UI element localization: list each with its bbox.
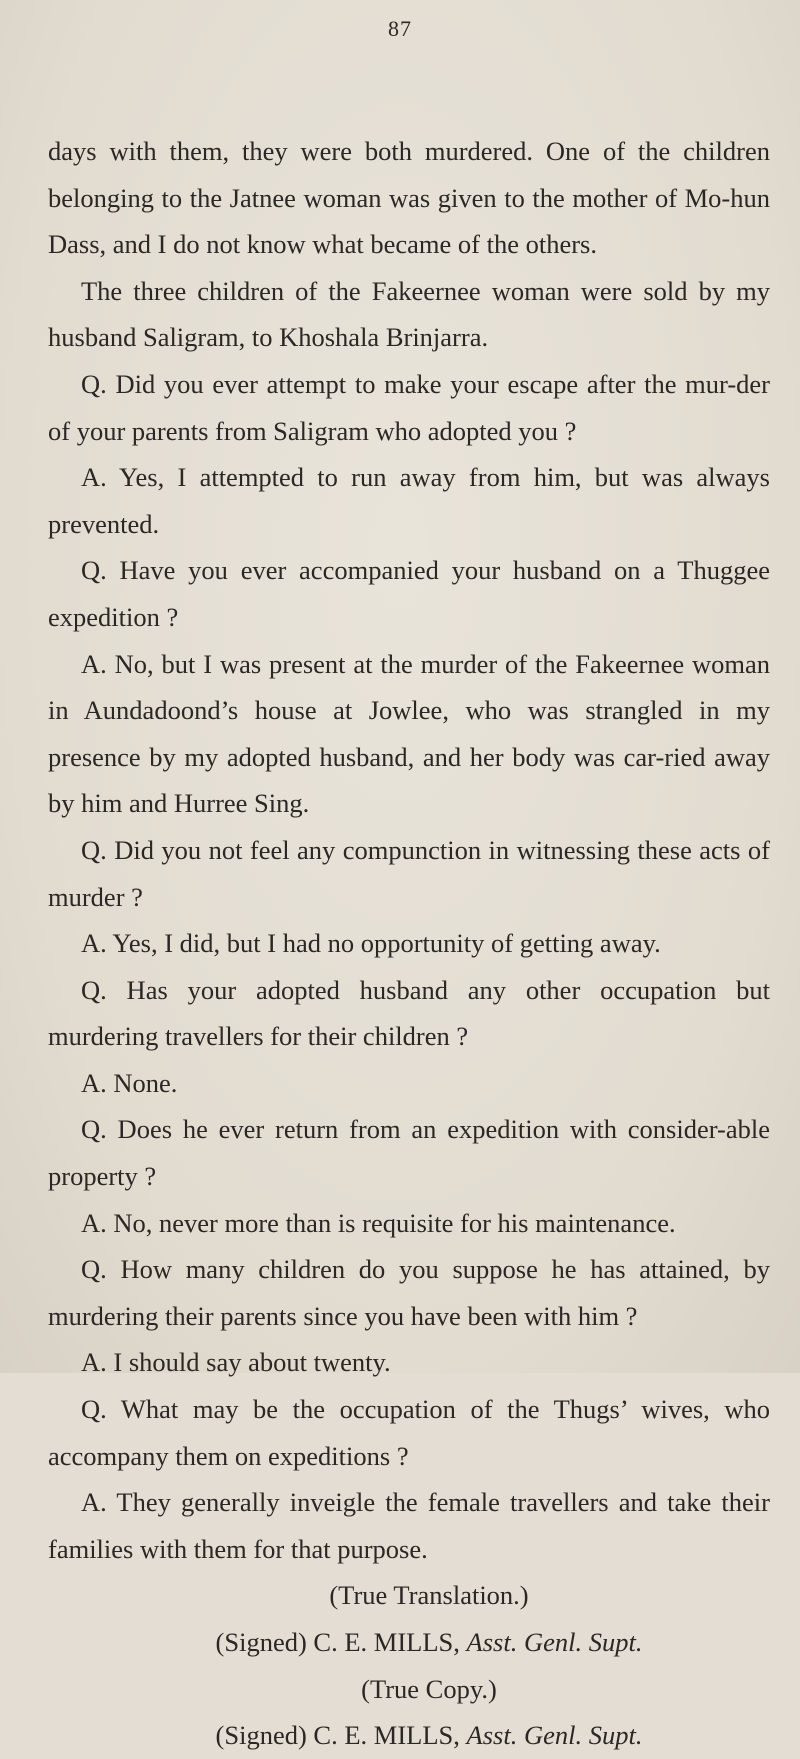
signature-title: Asst. Genl. Supt. xyxy=(466,1720,643,1751)
answer: A. None. xyxy=(81,1067,178,1098)
question: Q. Did you not feel any compunction in witnessing these acts of murder ? xyxy=(48,834,770,912)
answer: A. I should say about twenty. xyxy=(81,1347,391,1378)
answer: A. No, but I was present at the murder of the Fakeernee woman in Aundadoond’s house at Jowlee, who was strangled in my presence by my adopted husband, and her body was car-ried away by him and Hurree Sing. xyxy=(48,648,770,819)
question: Q. How many children do you suppose he has attained, by murdering their parents since you have been with him ? xyxy=(48,1254,770,1331)
question: Q. Have you ever accompanied your husband on a Thuggee expedition ? xyxy=(48,555,770,632)
paragraph: The three children of the Fakeernee woman were sold by my husband Saligram, to Khoshala Brinjarra. xyxy=(48,275,770,353)
signature-line xyxy=(48,1712,770,1759)
answer: A. They generally inveigle the female travellers and take their families with them for that purpose. xyxy=(48,1487,770,1564)
paragraph: days with them, they were both murdered. One of the children belonging to the Jatnee woman was given to the mother of Mo-hun Dass, and I do not know what became of the others. xyxy=(48,136,770,260)
question: Q. Did you ever attempt to make your escape after the mur-der of your parents from Saligram who adopted you ? xyxy=(48,368,770,446)
question: Q. Has your adopted husband any other occupation but murdering travellers for their children ? xyxy=(48,974,770,1052)
question: Q. Does he ever return from an expedition with consider-able property ? xyxy=(48,1114,770,1192)
page-number: 87 xyxy=(388,16,412,41)
signature-line xyxy=(48,1619,770,1666)
question: Q. What may be the occupation of the Thugs’ wives, who accompany them on expeditions ? xyxy=(48,1394,770,1471)
signature-name: (Signed) C. E. MILLS, xyxy=(215,1720,460,1751)
body-text xyxy=(48,128,770,1759)
copy-note: (True Copy.) xyxy=(361,1673,497,1704)
signature-title: Asst. Genl. Supt. xyxy=(466,1627,643,1657)
translation-note: (True Translation.) xyxy=(329,1580,529,1611)
signature-name: (Signed) C. E. MILLS, xyxy=(215,1627,460,1657)
answer: A. No, never more than is requisite for his maintenance. xyxy=(81,1207,676,1238)
answer: A. Yes, I did, but I had no opportunity of getting away. xyxy=(81,928,661,959)
answer: A. Yes, I attempted to run away from him, but was always prevented. xyxy=(48,462,770,539)
